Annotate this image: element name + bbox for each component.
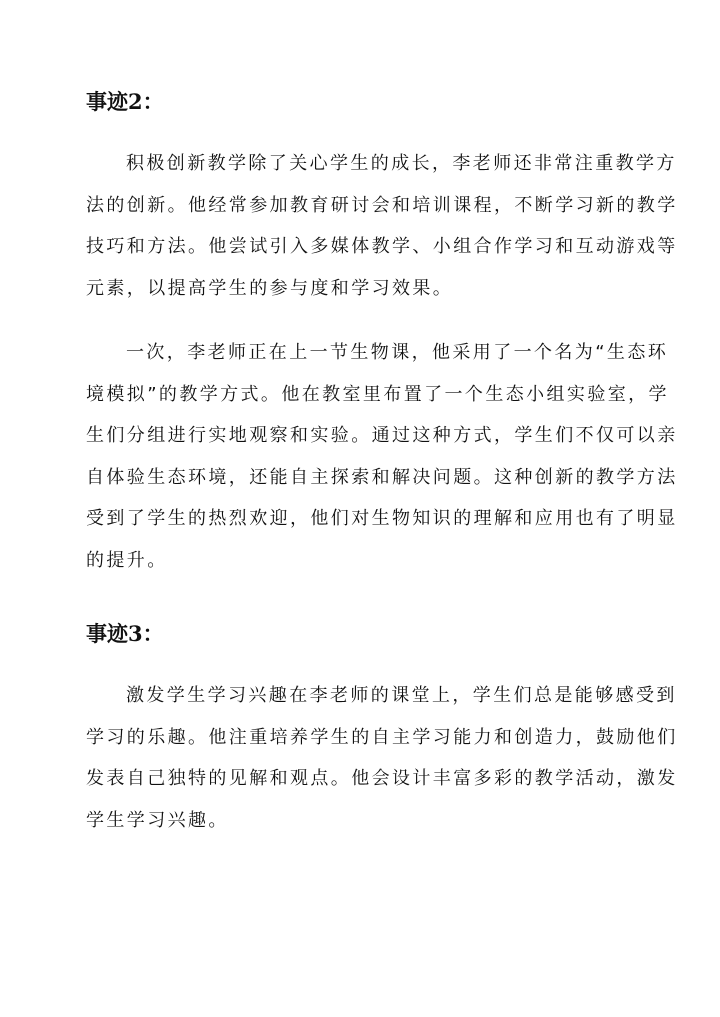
paragraph-line: 受到了学生的热烈欢迎，他们对生物知识的理解和应用也有了明显 <box>86 508 678 529</box>
paragraph-line: 学生学习兴趣。 <box>86 809 229 831</box>
paragraph-line: 学习的乐趣。他注重培养学生的自主学习能力和创造力，鼓励他们 <box>86 726 678 748</box>
paragraph-line: 技巧和方法。他尝试引入多媒体教学、小组合作学习和互动游戏等 <box>86 236 678 257</box>
paragraph-line: 的提升。 <box>86 549 168 571</box>
paragraph-line: 积极创新教学除了关心学生的成长，李老师还非常注重教学方 <box>126 153 677 174</box>
paragraph <box>86 332 678 581</box>
paragraph-line: 发表自己独特的见解和观点。他会设计丰富多彩的教学活动，激发 <box>86 768 678 789</box>
paragraph-line: 元素，以提高学生的参与度和学习效果。 <box>86 277 454 299</box>
paragraph-line: 法的创新。他经常参加教育研讨会和培训课程，不断学习新的教学 <box>86 194 678 216</box>
paragraph <box>86 143 678 309</box>
section-heading-3: 事迹3： <box>86 621 164 646</box>
paragraph <box>86 675 678 841</box>
section-heading-2: 事迹2： <box>86 89 164 114</box>
paragraph-line: 一次，李老师正在上一节生物课，他采用了一个名为“生态环 <box>126 342 669 363</box>
paragraph-line: 境模拟”的教学方式。他在教室里布置了一个生态小组实验室，学 <box>86 383 669 405</box>
paragraph-line: 自体验生态环境，还能自主探索和解决问题。这种创新的教学方法 <box>86 466 678 488</box>
paragraph-line: 生们分组进行实地观察和实验。通过这种方式，学生们不仅可以亲 <box>86 425 678 446</box>
paragraph-line: 激发学生学习兴趣在李老师的课堂上，学生们总是能够感受到 <box>126 685 677 706</box>
